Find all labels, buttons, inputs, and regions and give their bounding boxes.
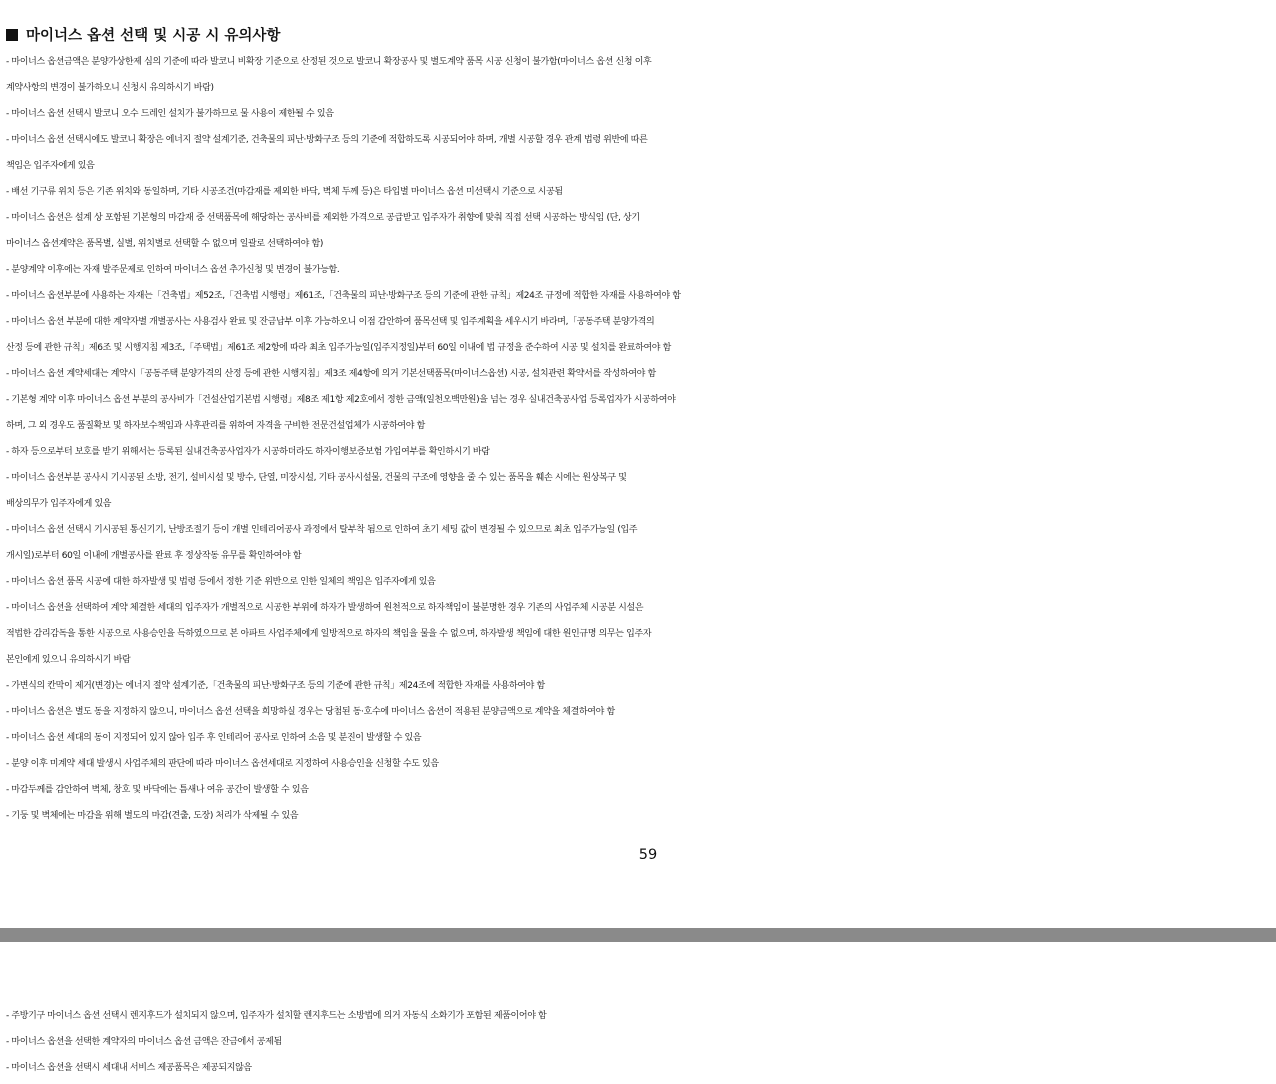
- text-line: 배상의무가 입주자에게 있음: [6, 499, 112, 509]
- text-line: - 마이너스 옵션을 선택시 세대내 서비스 제공품목은 제공되지않음: [6, 1063, 252, 1073]
- text-line: - 마이너스 옵션 부분에 대한 계약자별 개별공사는 사용검사 완료 및 잔금납부 이후 가능하오니 이점 감안하여 품목선택 및 입주계획을 세우시기 바라며,「공동주택 분양가격의: [6, 317, 655, 327]
- text-line: - 분양계약 이후에는 자재 발주문제로 인하여 마이너스 옵션 추가신청 및 변경이 불가능함.: [6, 265, 340, 275]
- section-heading: [6, 24, 280, 48]
- text-line: - 마이너스 옵션을 선택하여 계약 체결한 세대의 입주자가 개별적으로 시공한 부위에 하자가 발생하여 원천적으로 하자책임이 불분명한 경우 기존의 사업주체 시공분 시설은: [6, 603, 644, 613]
- text-line: 본인에게 있으니 유의하시기 바람: [6, 655, 131, 665]
- square-bullet-icon: [6, 29, 18, 41]
- text-line: - 분양 이후 미계약 세대 발생시 사업주체의 판단에 따라 마이너스 옵션세대로 지정하여 사용승인을 신청할 수도 있음: [6, 759, 439, 769]
- section-title-text: 마이너스 옵션 선택 및 시공 시 유의사항: [26, 28, 281, 44]
- text-line: - 마이너스 옵션은 설계 상 포함된 기본형의 마감재 중 선택품목에 해당하는 공사비를 제외한 가격으로 공급받고 입주자가 취향에 맞춰 직접 선택 시공하는 방식임 (단, 상기: [6, 213, 640, 223]
- text-line: 책임은 입주자에게 있음: [6, 161, 95, 171]
- text-line: - 마감두께를 감안하여 벽체, 창호 및 바닥에는 틈새나 여유 공간이 발생할 수 있음: [6, 785, 309, 795]
- text-line: - 기본형 계약 이후 마이너스 옵션 부분의 공사비가「건설산업기본법 시행령」제8조 제1항 제2호에서 정한 금액(일천오백만원)을 넘는 경우 실내건축공사업 등록업자가 시공하여야: [6, 395, 676, 405]
- next-page-body: [6, 1003, 1272, 1081]
- text-line: 마이너스 옵션계약은 품목별, 실별, 위치별로 선택할 수 없으며 일괄로 선택하여야 함): [6, 239, 323, 249]
- text-line: - 마이너스 옵션부분에 사용하는 자재는「건축법」제52조,「건축법 시행령」제61조,「건축물의 피난·방화구조 등의 기준에 관한 규칙」제24조 규정에 적합한 자재를 사용하여야 함: [6, 291, 681, 301]
- text-line: 산정 등에 관한 규칙」제6조 및 시행지침 제3조,「주택법」제61조 제2항에 따라 최초 입주가능일(입주지정일)부터 60일 이내에 법 규정을 준수하여 시공 및 설치를 완료하여야 함: [6, 343, 671, 353]
- text-line: - 주방기구 마이너스 옵션 선택시 렌지후드가 설치되지 않으며, 입주자가 설치할 렌지후드는 소방법에 의거 자동식 소화기가 포함된 제품이어야 함: [6, 1011, 547, 1021]
- text-line: - 기둥 및 벽체에는 마감을 위해 별도의 마감(견출, 도장) 처리가 삭제될 수 있음: [6, 811, 299, 821]
- text-line: - 배선 기구류 위치 등은 기존 위치와 동일하며, 기타 시공조건(마감재를 제외한 바닥, 벽체 두께 등)은 타입별 마이너스 옵션 미선택시 기준으로 시공됨: [6, 187, 563, 197]
- text-line: 계약사항의 변경이 불가하오니 신청시 유의하시기 바람): [6, 83, 214, 93]
- page-number: 59: [638, 847, 658, 863]
- text-line: - 하자 등으로부터 보호를 받기 위해서는 등록된 실내건축공사업자가 시공하더라도 하자이행보증보험 가입여부를 확인하시기 바람: [6, 447, 490, 457]
- notice-body: [6, 49, 1272, 829]
- text-line: 개시일)로부터 60일 이내에 개별공사를 완료 후 정상작동 유무를 확인하여야 함: [6, 551, 302, 561]
- text-line: - 마이너스 옵션 선택시에도 발코니 확장은 에너지 절약 설계기준, 건축물의 피난·방화구조 등의 기준에 적합하도록 시공되어야 하며, 개별 시공할 경우 관계 법령 위반에 따른: [6, 135, 648, 145]
- text-line: - 가변식의 칸막이 제거(변경)는 에너지 절약 설계기준,「건축물의 피난·방화구조 등의 기준에 관한 규칙」제24조에 적합한 자재를 사용하여야 함: [6, 681, 545, 691]
- text-line: 적법한 감리감독을 통한 시공으로 사용승인을 득하였으므로 본 아파트 사업주체에게 일방적으로 하자의 책임을 물을 수 없으며, 하자발생 책임에 대한 원인규명 의무는 입주자: [6, 629, 652, 639]
- text-line: - 마이너스 옵션 계약세대는 계약시「공동주택 분양가격의 산정 등에 관한 시행지침」제3조 제4항에 의거 기본선택품목(마이너스옵션) 시공, 설치관련 확약서를 작성하여야 함: [6, 369, 656, 379]
- text-line: - 마이너스 옵션 선택시 기시공된 통신기기, 난방조절기 등이 개별 인테리어공사 과정에서 탈부착 됨으로 인하여 초기 세팅 값이 변경될 수 있으므로 최초 입주가능일 (입주: [6, 525, 638, 535]
- text-line: - 마이너스 옵션 품목 시공에 대한 하자발생 및 법령 등에서 정한 기준 위반으로 인한 일체의 책임은 입주자에게 있음: [6, 577, 436, 587]
- text-line: - 마이너스 옵션 세대의 동이 지정되어 있지 않아 입주 후 인테리어 공사로 인하여 소음 및 분진이 발생할 수 있음: [6, 733, 422, 743]
- text-line: - 마이너스 옵션 선택시 발코니 오수 드레인 설치가 불가하므로 물 사용이 제한될 수 있음: [6, 109, 334, 119]
- page-separator: [0, 928, 1276, 942]
- text-line: - 마이너스 옵션부분 공사시 기시공된 소방, 전기, 설비시설 및 방수, 단열, 미장시설, 기타 공사시설물, 건물의 구조에 영향을 줄 수 있는 품목을 훼손 시에는 원상복구 및: [6, 473, 627, 483]
- text-line: - 마이너스 옵션을 선택한 계약자의 마이너스 옵션 금액은 잔금에서 공제됨: [6, 1037, 282, 1047]
- text-line: - 마이너스 옵션은 별도 동을 지정하지 않으니, 마이너스 옵션 선택을 희망하실 경우는 당첨된 동·호수에 마이너스 옵션이 적용된 분양금액으로 계약을 체결하여야 함: [6, 707, 615, 717]
- text-line: - 마이너스 옵션금액은 분양가상한제 심의 기준에 따라 발코니 비확장 기준으로 산정된 것으로 발코니 확장공사 및 별도계약 품목 시공 신청이 불가함(마이너스 옵션 신청 이후: [6, 57, 652, 67]
- text-line: 하며, 그 외 경우도 품질확보 및 하자보수책임과 사후관리를 위하여 자격을 구비한 전문건설업체가 시공하여야 함: [6, 421, 425, 431]
